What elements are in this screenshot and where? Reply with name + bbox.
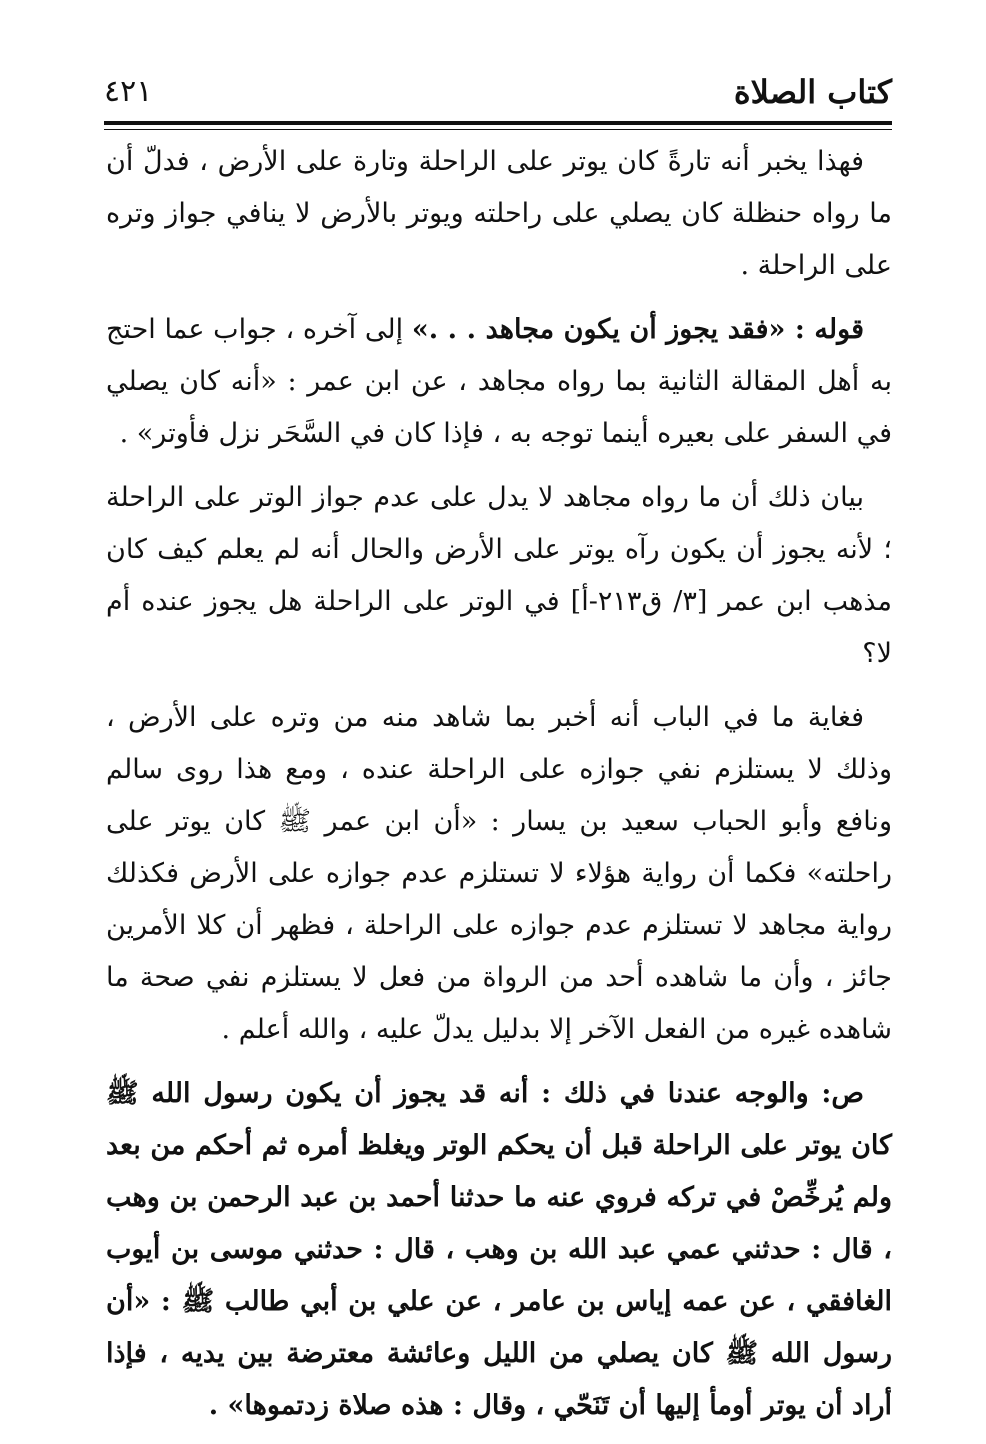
quoted-lemma: قوله : «فقد يجوز أن يكون مجاهد . . .» — [411, 314, 864, 345]
paragraph-2-text: إلى آخره ، جواب عما احتج به أهل المقالة الثانية بما رواه مجاهد ، عن ابن عمر : «أنه كان يصلي في السفر على بعيره أينما توجه به ، فإذا كان في السَّحَر نزل فأوتر» . — [106, 314, 892, 449]
paragraph-2 — [106, 304, 892, 460]
paragraph-3: بيان ذلك أن ما رواه مجاهد لا يدل على عدم جواز الوتر على الراحلة ؛ لأنه يجوز أن يكون رآه يوتر على الأرض والحال أنه لم يعلم كيف كان مذهب ابن عمر [٣/ ق٢١٣-أ] في الوتر على الراحلة هل يجوز عنده أم لا؟ — [106, 482, 892, 669]
page-body — [106, 136, 892, 1444]
page-header — [104, 70, 892, 122]
running-title: كتاب الصلاة — [733, 73, 892, 111]
page-number: ٤٢١ — [104, 74, 153, 109]
paragraph-4: فغاية ما في الباب أنه أخبر بما شاهد منه من وتره على الأرض ، وذلك لا يستلزم نفي جوازه على الراحلة عنده ، ومع هذا روى سالم ونافع وأبو الحباب سعيد بن يسار : «أن ابن عمر ﷺ كان يوتر على راحلته» فكما أن رواية هؤلاء لا تستلزم عدم جوازه على الأرض فكذلك رواية مجاهد لا تستلزم عدم جوازه على الراحلة ، فظهر أن كلا الأمرين جائز ، وأن ما شاهده أحد من الرواة من فعل لا يستلزم نفي صحة ما شاهده غيره من الفعل الآخر إلا بدليل يدلّ عليه ، والله أعلم . — [106, 702, 892, 1045]
paragraph-5-source-text: ص: والوجه عندنا في ذلك : أنه قد يجوز أن يكون رسول الله ﷺ كان يوتر على الراحلة قبل أن يحكم الوتر ويغلظ أمره ثم أحكم من بعد ولم يُرخِّصْ في تركه فروي عنه ما حدثنا أحمد بن عبد الرحمن بن وهب ، قال : حدثني عمي عبد الله بن وهب ، قال : حدثني موسى بن أيوب الغافقي ، عن عمه إياس بن عامر ، عن علي بن أبي طالب ﷺ : «أن رسول الله ﷺ كان يصلي من الليل وعائشة معترضة بين يديه ، فإذا أراد أن يوتر أومأ إليها أن تَنَحّي ، وقال : هذه صلاة زدتموها» . — [106, 1078, 892, 1421]
header-rule-thin — [104, 129, 892, 130]
paragraph-1: فهذا يخبر أنه تارةً كان يوتر على الراحلة وتارة على الأرض ، فدلّ أن ما رواه حنظلة كان يصلي على راحلته ويوتر بالأرض لا ينافي جواز وتره على الراحلة . — [106, 146, 892, 281]
header-rule-thick — [104, 121, 892, 125]
